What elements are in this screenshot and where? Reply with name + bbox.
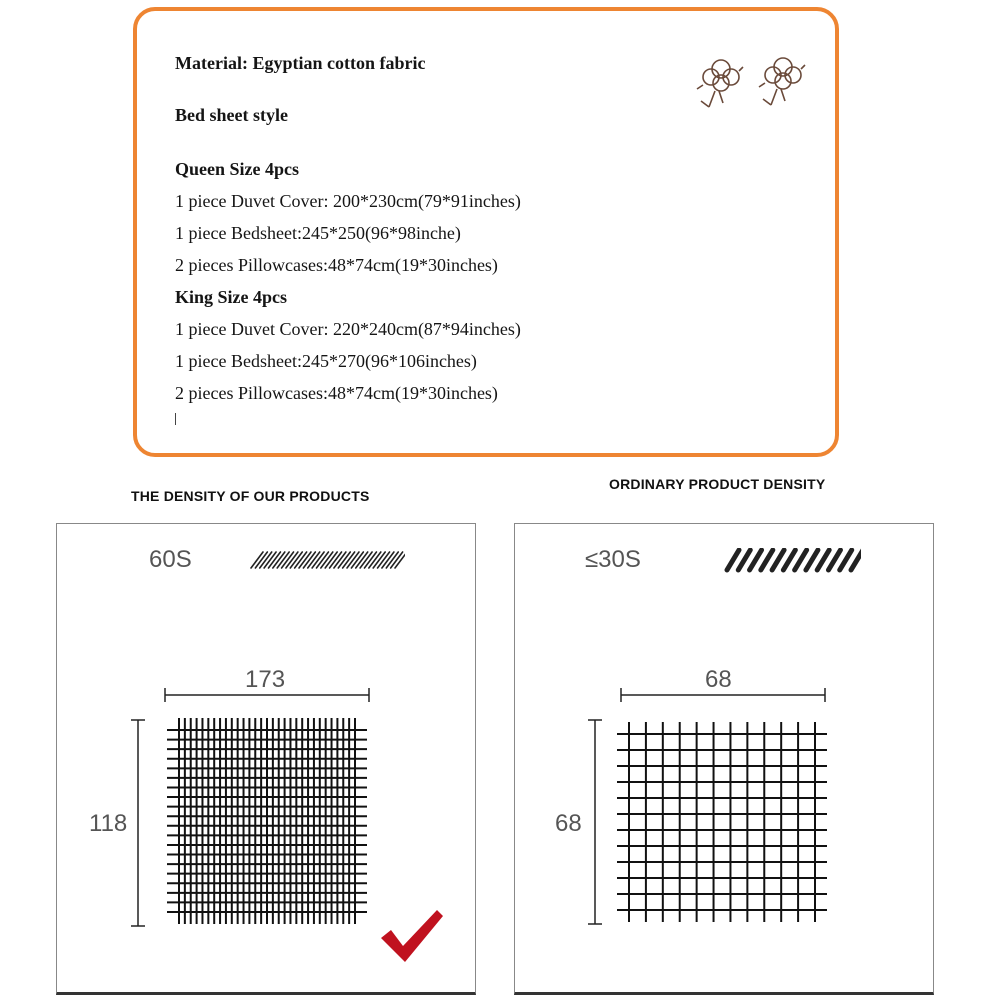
queen-item-pillowcases: 2 pieces Pillowcases:48*74cm(19*30inches): [175, 255, 498, 275]
ordinary-height-label: 68: [555, 810, 582, 837]
ordinary-yarn-count: ≤30S: [585, 546, 641, 573]
ours-density-panel: [56, 523, 476, 995]
queen-item-bedsheet: 1 piece Bedsheet:245*250(96*98inche): [175, 223, 461, 243]
ordinary-width-label: 68: [705, 666, 732, 693]
king-item-duvet: 1 piece Duvet Cover: 220*240cm(87*94inches): [175, 319, 521, 339]
king-title: King Size 4pcs: [175, 287, 288, 307]
check-icon: [377, 906, 447, 966]
king-item-pillowcases: 2 pieces Pillowcases:48*74cm(19*30inches): [175, 383, 498, 403]
ordinary-section-title: ORDINARY PRODUCT DENSITY: [609, 476, 826, 492]
material-text: Material: Egyptian cotton fabric: [175, 53, 426, 73]
ours-yarn-count: 60S: [149, 546, 192, 573]
queen-title: Queen Size 4pcs: [175, 159, 299, 179]
ordinary-density-panel: [514, 523, 934, 995]
king-item-bedsheet: 1 piece Bedsheet:245*270(96*106inches): [175, 351, 477, 371]
queen-item-duvet: 1 piece Duvet Cover: 200*230cm(79*91inches): [175, 191, 521, 211]
ours-width-label: 173: [245, 666, 286, 693]
ours-section-title: THE DENSITY OF OUR PRODUCTS: [131, 488, 370, 504]
text-caret: [175, 413, 176, 425]
ours-height-label: 118: [89, 810, 128, 837]
style-text: Bed sheet style: [175, 105, 288, 125]
cotton-flower-icon: [689, 47, 819, 117]
ordinary-weave-grid: [515, 524, 933, 992]
spec-card: [133, 7, 839, 457]
